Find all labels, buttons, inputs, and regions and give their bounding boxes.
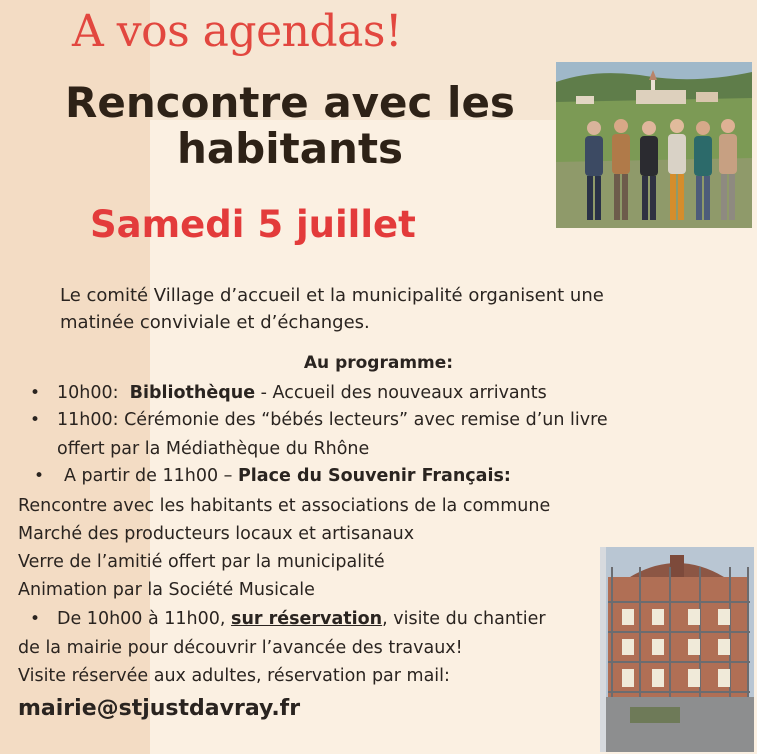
program-item [57, 607, 546, 631]
intro-line: Le comité Village d’accueil et la municipalité organisent une [60, 285, 604, 306]
group-photo-icon [556, 62, 752, 228]
tagline: A vos agendas! [72, 6, 403, 57]
event-date: Samedi 5 juillet [90, 203, 416, 246]
activity-line: Rencontre avec les habitants et associations de la commune [18, 496, 551, 516]
program-item [57, 381, 547, 405]
bullet-icon: • [30, 609, 41, 629]
item-text: A partir de 11h00 – [64, 466, 238, 486]
program-item-continuation: de la mairie pour découvrir l’avancée des travaux! [18, 638, 463, 658]
program-item-continuation: Visite réservée aux adultes, réservation par mail: [18, 666, 450, 686]
contact-email[interactable]: mairie@stjustdavray.fr [18, 696, 301, 721]
item-place: Place du Souvenir Français: [237, 466, 511, 486]
title-line: habitants [176, 124, 404, 173]
reservation-label: sur réservation [231, 609, 383, 629]
program-heading: Au programme: [303, 353, 454, 373]
activity-line: Marché des producteurs locaux et artisanaux [18, 524, 415, 544]
item-text: - Accueil des nouveaux arrivants [255, 383, 547, 403]
program-item-continuation: offert par la Médiathèque du Rhône [57, 439, 370, 459]
program-item [64, 464, 511, 488]
intro-line: matinée conviviale et d’échanges. [60, 312, 370, 333]
item-time: 10h00: [57, 383, 119, 403]
item-text: De 10h00 à 11h00, [57, 609, 232, 629]
intro-text [60, 282, 740, 336]
activity-line: Animation par la Société Musicale [18, 580, 315, 600]
item-place: Bibliothèque [129, 383, 256, 403]
activity-line: Verre de l’amitié offert par la municipalité [18, 552, 385, 572]
item-text: , visite du chantier [382, 609, 546, 629]
bullet-icon: • [30, 410, 41, 430]
program-item: 11h00: Cérémonie des “bébés lecteurs” avec remise d’un livre [57, 410, 608, 430]
bullet-icon: • [34, 466, 45, 486]
title-line: Rencontre avec les [65, 78, 515, 127]
town-hall-photo-icon [600, 547, 754, 752]
bullet-icon: • [30, 383, 41, 403]
page-title [20, 80, 560, 172]
